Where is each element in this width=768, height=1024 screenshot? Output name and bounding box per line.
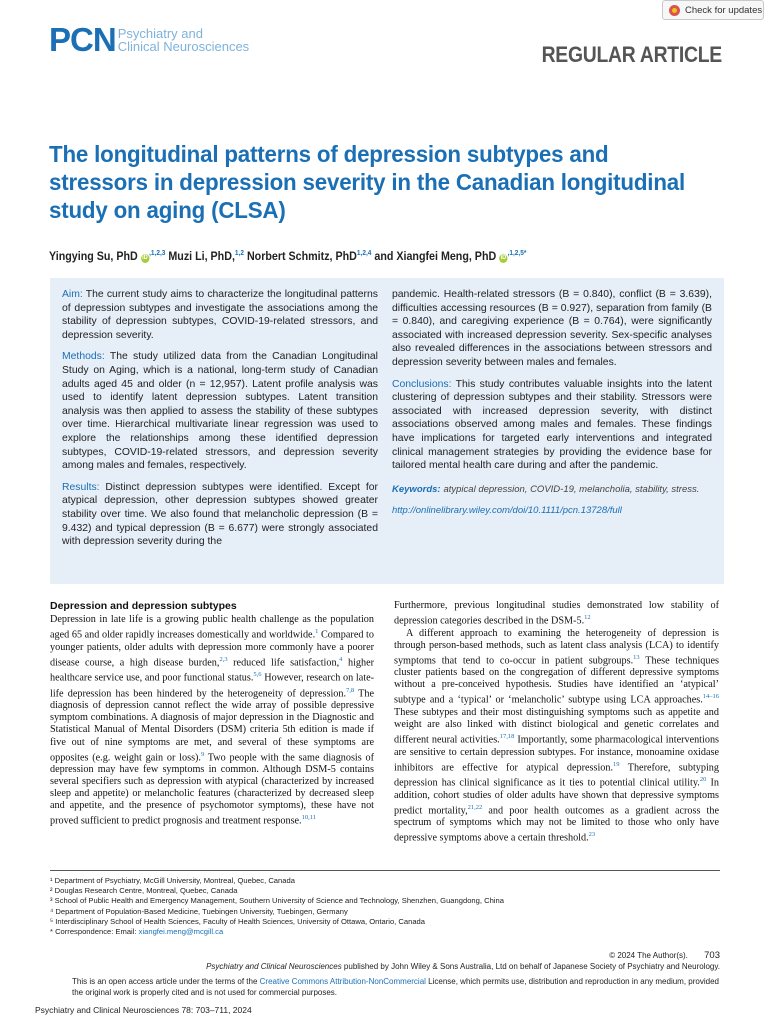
body-text: However, research on late-life depression has been hindered by the heterogeneity of depression. [50,672,374,700]
body-text: Importantly, some pharmacological interventions are sensitive to certain depression subtypes. For instance, monoamine oxidase inhibitors are effective for atypical depression. [394,734,719,774]
citation-ref[interactable]: 20 [699,776,707,784]
body-text: higher healthcare service use, and poor functional status. [50,657,374,684]
author-affiliation: 1,2,5* [509,250,527,257]
abstract-results [62,481,378,549]
author-name: Muzi Li, PhD, [168,250,235,263]
body-text: Depression in late life is a growing public health challenge as the population aged 65 and older rapidly increases domestically and worldwide. [50,614,374,641]
body-paragraph [394,628,719,845]
body-text: Therefore, subtyping depression has clinical significance as it ties to potential clinical utility. [394,762,719,789]
body-text: Two people with the same diagnosis of depression may have few symptoms in common. Although DSM-5 contains several specifiers such as depression with atypical (characterized by increased sleep and appetite) or melancholic features (characterized by decreased sleep and appetite, and the presence of psychomotor symptoms), these have not proved sufficient to predict prognosis and treatment response. [50,751,374,827]
logo-line-2: Clinical Neurosciences [117,39,250,54]
citation-ref[interactable]: 21,22 [467,803,483,811]
doi-link[interactable]: http://onlinelibrary.wiley.com/doi/10.1111/pcn.13728/full [392,505,622,517]
body-paragraph [50,614,374,828]
logo-line-1: Psychiatry and [117,26,203,41]
body-column-1 [50,600,374,828]
body-text: These techniques cluster patients based on the congregation of different depressive symptoms without a pre-conceived hypothesis. Studies have identified an ‘atypical’ subtype and a ‘typical’ or ‘melancholic’ subtype using LCA approaches. [394,655,719,706]
body-text: reduced life satisfaction, [227,657,340,669]
author-name: Xiangfei Meng, PhD [396,250,497,263]
keywords-text: atypical depression, COVID-19, melancholia, stability, stress. [443,483,700,495]
conclusions-text: This study contributes valuable insights into the latent clustering of depression subtypes and their stability. Stressors were associated with increased depression severity, with distinct associations observed among males and females. These findings have implications for targeted early interventions and integrated clinical management strategies by providing the evidence base for tailored mental health care during and after the pandemic. [392,378,712,472]
author-affiliation: 1,2,3 [150,250,166,257]
affiliations-footnotes [50,876,730,937]
crossmark-icon [669,5,680,16]
author-name: Norbert Schmitz, PhD [246,250,357,263]
orcid-icon[interactable]: iD [142,254,148,261]
license-link[interactable]: Creative Commons Attribution-NonCommercial [259,977,426,986]
abstract-aim [62,288,378,342]
citation-ref[interactable]: 4 [339,655,343,663]
license-text [72,976,722,998]
check-updates-label: Check for updates [685,4,763,16]
journal-citation: Psychiatry and Clinical Neurosciences 78: 703–711, 2024 [35,1005,252,1015]
body-text: These subtypes and their most distinguishing symptoms such as appetite and weight are also linked with distinct biological and genetic correlates and different neural activities. [394,706,719,746]
orcid-icon[interactable]: iD [500,254,507,261]
body-text: A different approach to examining the heterogeneity of depression is through person-based methods, such as latent class analysis (LCA) to identify symptoms that tend to co-occur in patient subgroups. [394,627,719,667]
body-column-2 [394,600,719,845]
methods-text: The study utilized data from the Canadian Longitudinal Study on Aging, which is a national, long-term study of Canadian adults aged 45 and older (n = 12,957). Latent profile analysis was used to identify latent depression subtypes. Latent transition analysis was then applied to assess the stability of these subtypes over time. Hierarchical multivariate linear regression was used to explore the relationships among these identified depression subtypes, COVID-19-related stressors, and depression severity among males and females, respectively. [62,351,378,472]
aim-label: Aim: [62,289,83,300]
author-affiliation: 1,2 [234,250,244,257]
publisher-journal: Psychiatry and Clinical Neurosciences [206,962,342,971]
author-name: Yingying Su, PhD [49,250,138,263]
author-affiliation: 1,2,4 [356,250,372,257]
conclusions-label: Conclusions: [392,378,452,390]
citation-ref[interactable]: 14–16 [702,693,719,701]
journal-logo [49,23,249,57]
methods-label: Methods: [62,351,105,363]
correspondence-email[interactable]: xiangfei.meng@mcgill.ca [138,927,224,937]
article-title: The longitudinal patterns of depression subtypes and stressors in depression severity in the Canadian longitudinal study on aging (CLSA) [49,141,686,223]
footnote-divider [50,870,720,871]
affiliation-footnote: ² Douglas Research Centre, Montreal, Quebec, Canada [50,886,238,896]
section-heading: Depression and depression subtypes [50,600,237,612]
keywords [392,483,712,497]
footer-copyright-row [609,950,720,961]
body-paragraph [394,600,719,628]
aim-text: The current study aims to characterize the longitudinal patterns of depression subtypes and investigate the associations among the stability of depression subtypes, COVID-19-related stressors, and depression severity. [62,289,378,341]
abstract-right-column [392,288,712,526]
results-label: Results: [62,481,100,493]
affiliation-footnote: ⁴ Department of Population-Based Medicine, Tuebingen University, Tuebingen, Germany [50,906,348,916]
citation-ref[interactable]: 13 [633,653,640,661]
citation-ref[interactable]: 17,18 [499,733,515,741]
affiliation-footnote: ⁵ Interdisciplinary School of Health Sciences, Faculty of Health Sciences, University of Ottawa, Ontario, Canada [50,916,425,926]
body-text: and poor health outcomes as a gradient across the spectrum of symptoms which may not be limited to those who only have depressive symptoms above a certain threshold. [394,805,719,844]
citation-ref[interactable]: 5,6 [253,671,262,679]
article-type: REGULAR ARTICLE [541,42,722,67]
authors-and: and [374,250,394,263]
publisher-line [110,962,720,971]
keywords-label: Keywords: [392,483,441,495]
author-list: Yingying Su, PhD $iD^{,1,2,3}$ Muzi Li, PhD,$^{1,2}$ Norbert Schmitz, PhD$^{1,2,4}$ and Xiangfei Meng, PhD $iD^{,1,2,5*}$ [49,250,527,263]
citation-ref[interactable]: 1 [315,628,319,636]
citation-ref[interactable]: 9 [200,750,205,758]
copyright: © 2024 The Author(s). [609,951,688,960]
correspondence [50,927,730,937]
abstract-methods [62,350,378,472]
correspondence-label: * Correspondence: Email: [50,927,139,937]
abstract-conclusions [392,378,712,473]
license-pre: This is an open access article under the terms of the [72,977,260,986]
logo-abbrev: PCN [49,21,116,58]
affiliation-footnote: ¹ Department of Psychiatry, McGill University, Montreal, Quebec, Canada [50,876,295,885]
affiliation-footnote: ³ School of Public Health and Emergency Management, Southern University of Science and Technology, Shenzhen, Guangdong, China [50,896,504,906]
citation-ref[interactable]: 12 [584,614,591,622]
body-text: Furthermore, previous longitudinal studies demonstrated low stability of depression categories described in the DSM-5. [394,600,719,627]
license-post: License, which permits use, distribution and reproduction in any medium, provided the original work is properly cited and is not used for commercial purposes. [72,977,719,997]
citation-ref[interactable]: 19 [613,760,620,768]
abstract-results-continued: pandemic. Health-related stressors (B = 0.840), conflict (B = 3.639), difficulties accessing resources (B = 0.927), separation from family (B = 0.840), and caregiving experience (B = 0.764), were significantly associated with increased depression severity. Sex-specific analyses also revealed differences in the associations between stressors and depression severity between males and females. [392,289,712,368]
abstract-box [50,278,724,584]
body-text: In addition, cohort studies of older adults have shown that depressive symptoms predict mortality, [394,777,719,817]
citation-ref[interactable]: 10,11 [301,814,316,822]
body-text: Compared to younger patients, older adults with depression more commonly have a poorer disease course, a high disease burden, [50,629,374,669]
publisher-text: published by John Wiley & Sons Australia, Ltd on behalf of Japanese Society of Psychiatry and Neurology. [341,962,720,971]
results-text: Distinct depression subtypes were identified. Except for atypical depression, other depression subtypes showed greater stability over time. We also found that melancholic depression (B = 9.432) and typical depression (B = 6.677) were strongly associated with depression severity during the [62,481,378,548]
check-updates-button[interactable] [662,0,764,20]
abstract-left-column [62,288,378,557]
body-text: The diagnosis of depression cannot reflect the wide array of possible depressive symptom combinations. A diagnosis of major depression in the Diagnostic and Statistical Manual of Mental Disorders (DSM) criteria 5th edition is made if five out of nine symptoms are met, and several of these symptoms are opposites (e.g. weight gain or loss). [50,688,375,763]
citation-ref[interactable]: 2,3 [219,655,228,663]
page-number: 703 [704,950,720,961]
citation-ref[interactable]: 7,8 [346,686,355,694]
citation-ref[interactable]: 23 [588,831,596,839]
